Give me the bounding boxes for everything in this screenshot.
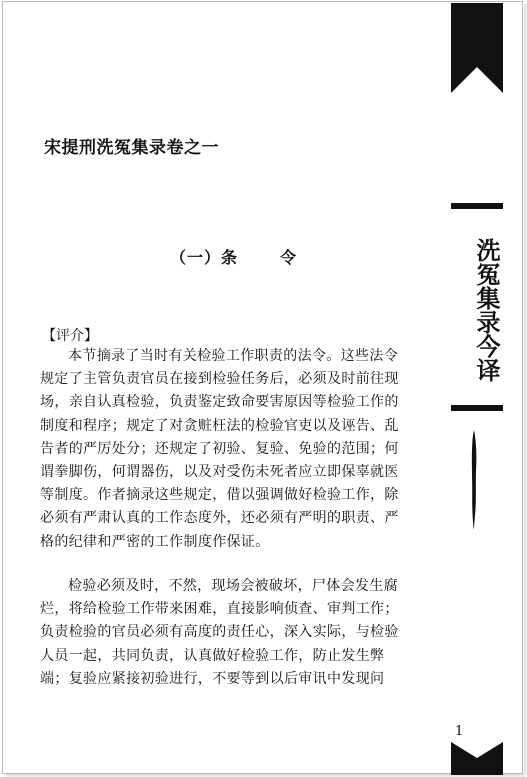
sidebar-title-bar-top xyxy=(451,203,503,209)
text-line: 烂，将给检验工作带来困难，直接影响侦查、审判工作； xyxy=(40,601,399,618)
sidebar-bottom-notch xyxy=(451,742,503,758)
text-line: 告者的严厉处分；还规定了初验、复验、免验的范围；何 xyxy=(40,440,399,457)
text-line: 检验必须及时，不然，现场会被破坏，尸体会发生腐 xyxy=(68,578,399,594)
paragraph-timeliness xyxy=(40,575,442,691)
text-line: 本节摘录了当时有关检验工作职责的法令。这些法令 xyxy=(68,348,399,364)
text-line: 负责检验的官员必须有高度的责任心，深入实际，与检验 xyxy=(40,624,399,641)
book-title-vertical: 洗冤集录今译 xyxy=(472,238,501,382)
sidebar-top-tab xyxy=(451,3,503,93)
paragraph-intro xyxy=(40,345,442,554)
sidebar-top-notch xyxy=(451,67,503,93)
brush-stroke-ornament xyxy=(470,430,478,530)
text-line: 等制度。作者摘录这些规定，借以强调做好检验工作，除 xyxy=(40,487,399,504)
section-title-part1: 条 xyxy=(221,248,239,267)
sidebar-bottom-tab xyxy=(451,742,503,775)
comment-label: 【评介】 xyxy=(42,328,98,344)
text-line: 谓拳脚伤，何谓器伤，以及对受伤未死者应立即保辜就医 xyxy=(40,464,399,481)
text-line: 人员一起，共同负责，认真做好检验工作，防止发生弊 xyxy=(40,647,385,664)
text-line: 端；复验应紧接初验进行，不要等到以后审讯中发现问 xyxy=(40,670,385,687)
page-number: 1 xyxy=(455,724,464,739)
text-line: 格的纪律和严密的工作制度作保证。 xyxy=(40,533,270,550)
sidebar-title-bar-bottom xyxy=(451,405,503,411)
section-title xyxy=(170,245,297,268)
text-line: 制度和程序；规定了对贪赃枉法的检验官吏以及诬告、乱 xyxy=(40,417,399,434)
chapter-title: 宋提刑洗冤集录卷之一 xyxy=(44,138,219,158)
section-number: （一） xyxy=(170,248,222,267)
section-title-part2: 令 xyxy=(280,248,298,267)
text-line: 场，亲自认真检验，负责鉴定致命要害原因等检验工作的 xyxy=(40,394,399,411)
text-line: 必须有严肃认真的工作态度外，还必须有严明的职责、严 xyxy=(40,510,399,527)
text-line: 规定了主管负责官员在接到检验任务后，必须及时前往现 xyxy=(40,371,399,388)
